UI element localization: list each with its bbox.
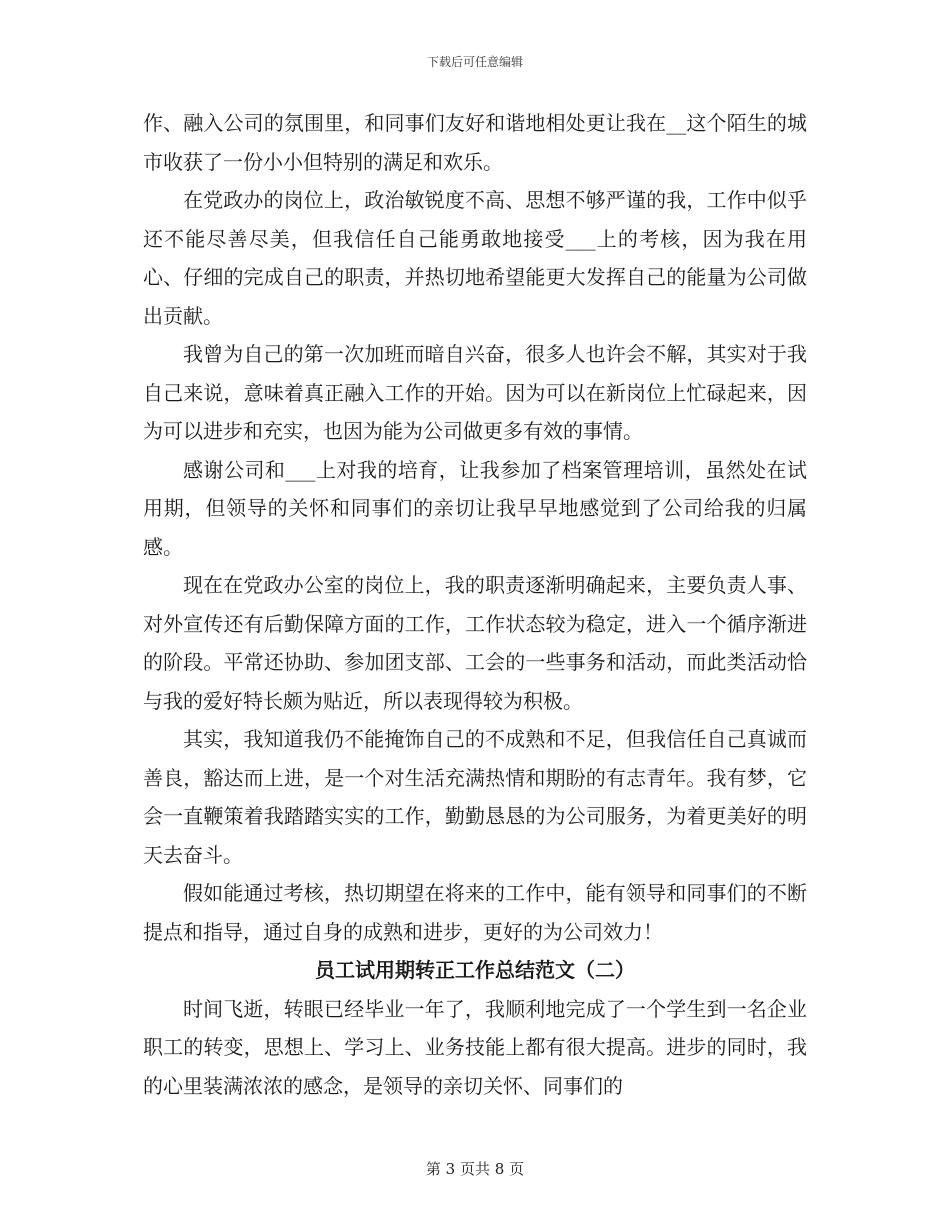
page-footer: 第 3 页共 8 页 <box>425 1160 525 1178</box>
paragraph: 感谢公司和___上对我的培育，让我参加了档案管理培训，虽然处在试用期，但领导的关怀和同事们的亲切让我早早地感觉到了公司给我的归属感。 <box>143 457 807 559</box>
document-body <box>143 104 807 1105</box>
paragraph-continuation: 作、融入公司的氛围里，和同事们友好和谐地相处更让我在__这个陌生的城市收获了一份小小但特别的满足和欢乐。 <box>143 111 807 174</box>
paragraph: 假如能通过考核，热切期望在将来的工作中，能有领导和同事们的不断提点和指导，通过自身的成熟和进步，更好的为公司效力！ <box>143 881 807 944</box>
paragraph: 现在在党政办公室的岗位上，我的职责逐渐明确起来，主要负责人事、对外宣传还有后勤保障方面的工作，工作状态较为稳定，进入一个循序渐进的阶段。平常还协助、参加团支部、工会的一些事务和活动，而此类活动恰与我的爱好特长颇为贴近，所以表现得较为积极。 <box>143 573 807 713</box>
section-title: 员工试用期转正工作总结范文（二） <box>315 958 635 982</box>
paragraph: 其实，我知道我仍不能掩饰自己的不成熟和不足，但我信任自己真诚而善良，豁达而上进，是一个对生活充满热情和期盼的有志青年。我有梦，它会一直鞭策着我踏踏实实的工作，勤勤恳恳的为公司服务，为着更美好的明天去奋斗。 <box>143 727 807 867</box>
page-header: 下载后可任意编辑 <box>426 55 523 69</box>
paragraph: 我曾为自己的第一次加班而暗自兴奋，很多人也许会不解，其实对于我自己来说，意味着真正融入工作的开始。因为可以在新岗位上忙碌起来，因为可以进步和充实，也因为能为公司做更多有效的事情。 <box>143 342 807 443</box>
paragraph: 时间飞逝，转眼已经毕业一年了，我顺利地完成了一个学生到一名企业职工的转变，思想上、学习上、业务技能上都有很大提高。进步的同时，我的心里装满浓浓的感念，是领导的亲切关怀、同事们的 <box>143 996 807 1098</box>
paragraph: 在党政办的岗位上，政治敏锐度不高、思想不够严谨的我，工作中似乎还不能尽善尽美，但我信任自己能勇敢地接受___上的考核，因为我在用心、仔细的完成自己的职责，并热切地希望能更大发挥自己的能量为公司做出贡献。 <box>143 188 807 328</box>
